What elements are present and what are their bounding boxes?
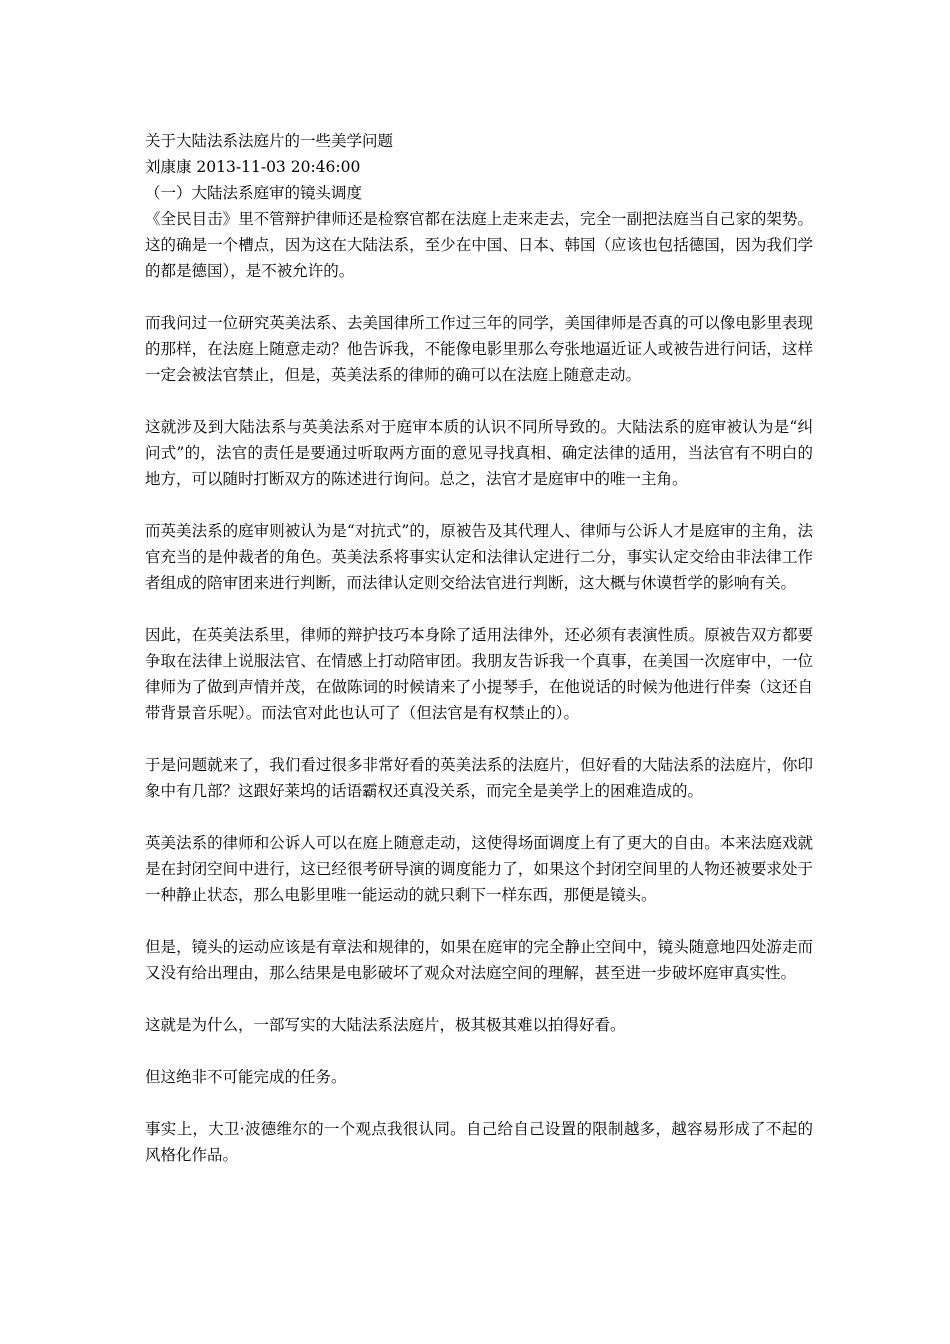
paragraph: 但这绝非不可能完成的任务。 — [145, 1068, 347, 1086]
document-page — [145, 128, 813, 1194]
paragraph: 英美法系的律师和公诉人可以在庭上随意走动，这使得场面调度上有了更大的自由。本来法庭戏就是在封闭空间中进行，这已经很考研导演的调度能力了，如果这个封闭空间里的人物还被要求处于一种静止状态，那么电影里唯一能运动的就只剩下一样东西，那便是镜头。 — [145, 834, 813, 904]
paragraph: 这就涉及到大陆法系与英美法系对于庭审本质的认识不同所导致的。大陆法系的庭审被认为是“纠问式”的，法官的责任是要通过听取两方面的意见寻找真相、确定法律的适用，当法官有不明白的地方，可以随时打断双方的陈述进行询问。总之，法官才是庭审中的唯一主角。 — [145, 418, 813, 488]
paragraph: 事实上，大卫·波德维尔的一个观点我很认同。自己给自己设置的限制越多，越容易形成了不起的风格化作品。 — [145, 1120, 813, 1164]
paragraph: 而英美法系的庭审则被认为是“对抗式”的，原被告及其代理人、律师与公诉人才是庭审的主角，法官充当的是仲裁者的角色。英美法系将事实认定和法律认定进行二分，事实认定交给由非法律工作者组成的陪审团来进行判断，而法律认定则交给法官进行判断，这大概与休谟哲学的影响有关。 — [145, 522, 813, 592]
paragraph: 因此，在英美法系里，律师的辩护技巧本身除了适用法律外，还必须有表演性质。原被告双方都要争取在法律上说服法官、在情感上打动陪审团。我朋友告诉我一个真事，在美国一次庭审中，一位律师为了做到声情并茂，在做陈词的时候请来了小提琴手，在他说话的时候为他进行伴奏（这还自带背景音乐呢）。而法官对此也认可了（但法官是有权禁止的）。 — [145, 626, 813, 722]
paragraph: 而我问过一位研究英美法系、去美国律所工作过三年的同学，美国律师是否真的可以像电影里表现的那样，在法庭上随意走动？他告诉我，不能像电影里那么夸张地逼近证人或被告进行问话，这样一定会被法官禁止，但是，英美法系的律师的确可以在法庭上随意走动。 — [145, 314, 813, 384]
paragraph: 于是问题就来了，我们看过很多非常好看的英美法系的法庭片，但好看的大陆法系的法庭片，你印象中有几部？这跟好莱坞的话语霸权还真没关系，而完全是美学上的困难造成的。 — [145, 756, 813, 800]
article-byline: 刘康康 2013-11-03 20:46:00 — [145, 158, 361, 176]
paragraph: 这就是为什么，一部写实的大陆法系法庭片，极其极其难以拍得好看。 — [145, 1016, 626, 1034]
article-title: 关于大陆法系法庭片的一些美学问题 — [145, 132, 394, 150]
paragraph: 《全民目击》里不管辩护律师还是检察官都在法庭上走来走去，完全一副把法庭当自己家的架势。这的确是一个槽点，因为这在大陆法系，至少在中国、日本、韩国（应该也包括德国，因为我们学的都是德国），是不被允许的。 — [145, 210, 813, 280]
section-heading: （一）大陆法系庭审的镜头调度 — [145, 184, 363, 202]
paragraph: 但是，镜头的运动应该是有章法和规律的，如果在庭审的完全静止空间中，镜头随意地四处游走而又没有给出理由，那么结果是电影破坏了观众对法庭空间的理解，甚至进一步破坏庭审真实性。 — [145, 938, 813, 982]
